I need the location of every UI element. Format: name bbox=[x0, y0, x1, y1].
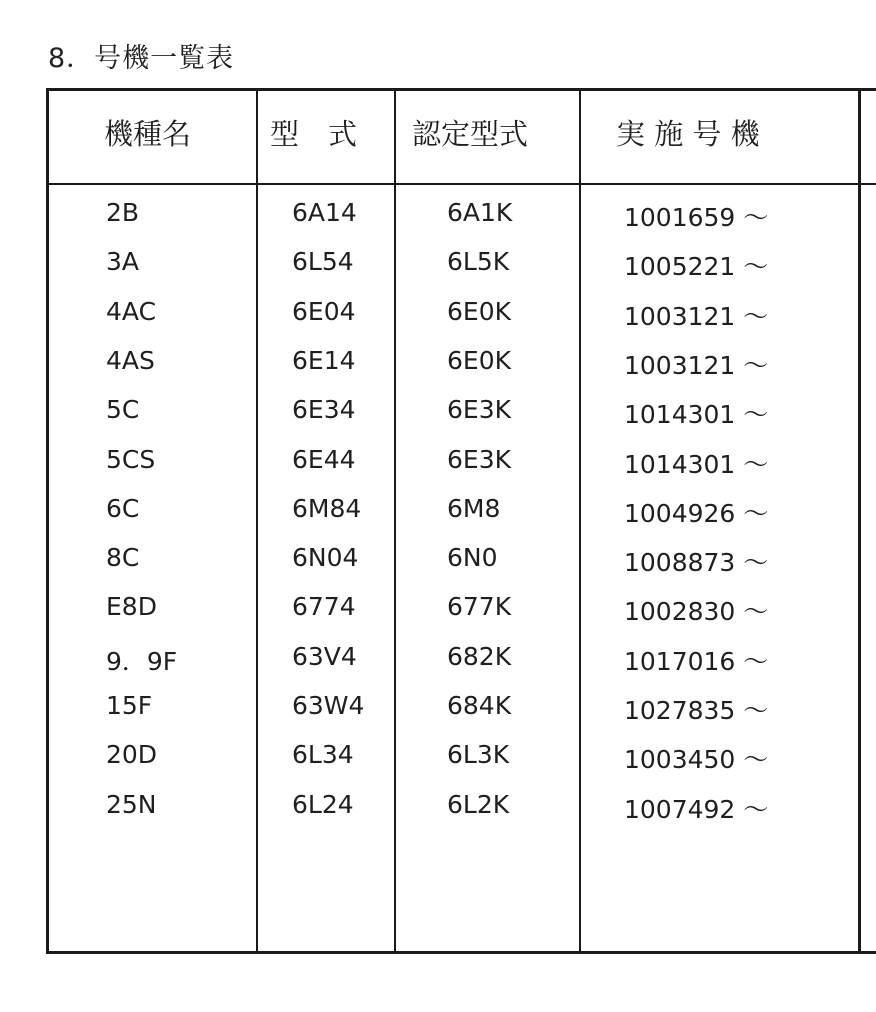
header-model-name: 機種名 bbox=[104, 117, 192, 151]
header-divider bbox=[46, 183, 876, 185]
header-type: 型 式 bbox=[270, 117, 358, 151]
cell-type: 6L54 bbox=[292, 247, 354, 277]
cell-certified-type: 6A1K bbox=[447, 198, 513, 227]
section-title: 8．号機一覧表 bbox=[48, 43, 235, 74]
cell-model-name: 4AS bbox=[106, 345, 155, 375]
cell-type: 63W4 bbox=[292, 691, 365, 720]
cell-model-name: 5C bbox=[106, 395, 140, 425]
cell-certified-type: 6M8 bbox=[447, 493, 501, 523]
cell-model-name: 5CS bbox=[106, 444, 156, 474]
cell-type: 6L24 bbox=[292, 789, 354, 819]
cell-type: 6E44 bbox=[292, 444, 356, 474]
cell-type: 6M84 bbox=[292, 493, 362, 523]
cell-certified-type: 6E0K bbox=[447, 296, 512, 326]
cell-type: 6E14 bbox=[292, 345, 356, 375]
column-divider-4 bbox=[858, 88, 861, 954]
cell-serial-from: 1007492 ～ bbox=[624, 794, 769, 824]
cell-certified-type: 6L2K bbox=[447, 789, 510, 819]
cell-model-name: 4AC bbox=[106, 296, 157, 326]
cell-certified-type: 6E3K bbox=[447, 395, 512, 425]
column-divider-3 bbox=[579, 88, 581, 954]
column-divider-1 bbox=[256, 88, 258, 954]
cell-type: 6774 bbox=[292, 592, 356, 622]
cell-certified-type: 6L5K bbox=[447, 247, 510, 277]
cell-serial-from: 1008873 ～ bbox=[624, 548, 769, 578]
cell-certified-type: 6L3K bbox=[447, 740, 510, 770]
header-serial-from: 実 施 号 機 bbox=[616, 117, 760, 151]
cell-certified-type: 682K bbox=[447, 641, 512, 671]
cell-serial-from: 1003121 ～ bbox=[624, 301, 769, 331]
cell-serial-from: 1027835 ～ bbox=[624, 696, 769, 725]
cell-serial-from: 1014301 ～ bbox=[624, 400, 769, 430]
cell-certified-type: 6E0K bbox=[447, 345, 512, 375]
cell-certified-type: 677K bbox=[447, 592, 512, 622]
header-certified-type: 認定型式 bbox=[412, 117, 529, 151]
cell-model-name: E8D bbox=[106, 592, 157, 622]
cell-model-name: 25N bbox=[106, 789, 157, 819]
cell-certified-type: 6E3K bbox=[447, 444, 512, 474]
cell-serial-from: 1004926 ～ bbox=[624, 498, 769, 528]
column-divider-2 bbox=[394, 88, 396, 954]
cell-type: 6E04 bbox=[292, 296, 356, 326]
cell-serial-from: 1001659 ～ bbox=[624, 203, 769, 232]
cell-type: 6E34 bbox=[292, 395, 356, 425]
cell-model-name: 9．9F bbox=[106, 646, 178, 676]
cell-type: 6N04 bbox=[292, 543, 359, 573]
cell-model-name: 2B bbox=[106, 198, 140, 227]
cell-type: 6A14 bbox=[292, 198, 357, 227]
cell-model-name: 8C bbox=[106, 543, 140, 573]
cell-serial-from: 1005221 ～ bbox=[624, 252, 769, 282]
cell-model-name: 3A bbox=[106, 247, 140, 277]
cell-certified-type: 6N0 bbox=[447, 543, 498, 573]
cell-type: 63V4 bbox=[292, 641, 357, 671]
cell-type: 6L34 bbox=[292, 740, 354, 770]
cell-serial-from: 1003121 ～ bbox=[624, 350, 769, 380]
cell-model-name: 15F bbox=[106, 691, 153, 720]
cell-serial-from: 1003450 ～ bbox=[624, 745, 769, 775]
cell-model-name: 20D bbox=[106, 740, 158, 770]
cell-serial-from: 1002830 ～ bbox=[624, 597, 769, 627]
cell-certified-type: 684K bbox=[447, 691, 512, 720]
cell-model-name: 6C bbox=[106, 493, 140, 523]
cell-serial-from: 1017016 ～ bbox=[624, 646, 769, 676]
cell-serial-from: 1014301 ～ bbox=[624, 449, 769, 479]
